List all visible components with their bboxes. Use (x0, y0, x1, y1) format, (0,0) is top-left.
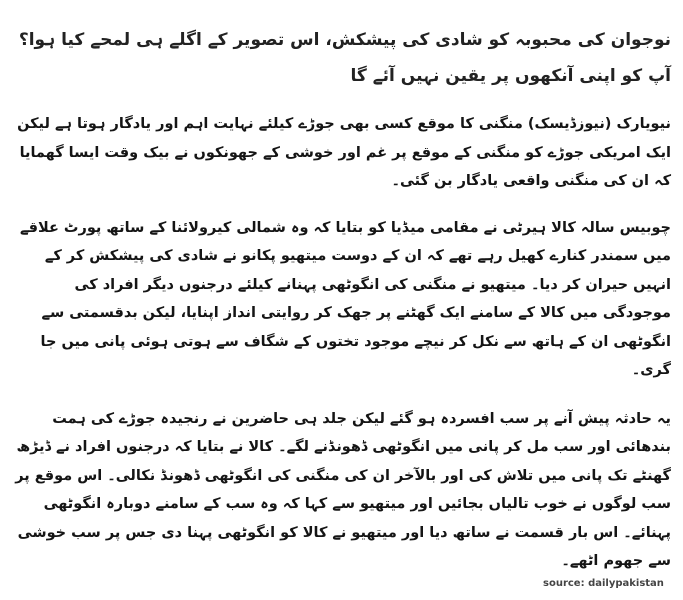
source-credit: source: dailypakistan (543, 578, 664, 589)
article (12, 0, 671, 576)
article-paragraph-2: چوبیس سالہ کالا ہیرٹی نے مقامی میڈیا کو بتایا کہ وہ شمالی کیرولائنا کے ساتھ پورٹ علاقے میں سمندر کنارے کھیل رہے تھے کہ ان کے دوست میتھیو پکانو نے شادی کی پیشکش کر کے انہیں حیران کر دیا۔ میتھیو نے منگنی کی انگوٹھی پہنانے کیلئے درجنوں دیگر افراد کی موجودگی میں کالا کے سامنے ایک گھٹنے پر جھک کر روایتی انداز اپنایا، لیکن بدقسمتی سے انگوٹھی ان کے ہاتھ سے نکل کر نیچے موجود تختوں کے شگاف سے ہوتی ہوئی پانی میں جا گری۔ (19, 219, 671, 378)
article-paragraph-1: نیویارک (نیوزڈیسک) منگنی کا موقع کسی بھی جوڑے کیلئے نہایت اہم اور یادگار ہوتا ہے لیکن ایک امریکی جوڑے کو منگنی کے موقع پر غم اور خوشی کے جھونکوں نے بیک وقت ایسا گھمایا کہ ان کی منگنی واقعی یادگار بن گئی۔ (17, 116, 671, 189)
article-headline: نوجوان کی محبوبہ کو شادی کی پیشکش، اس تصویر کے اگلے ہی لمحے کیا ہوا؟ آپ کو اپنی آنکھوں پر یقین نہیں آئے گا (18, 30, 671, 86)
article-paragraph-3: یہ حادثہ پیش آنے پر سب افسردہ ہو گئے لیکن جلد ہی حاضرین نے رنجیدہ جوڑے کی ہمت بندھائی اور سب مل کر پانی میں انگوٹھی ڈھونڈنے لگے۔ کالا نے بتایا کہ درجنوں افراد نے ڈیڑھ گھنٹے تک پانی میں تلاش کی اور بالآخر ان کی منگنی کی انگوٹھی ڈھونڈ نکالی۔ اس موقع پر سب لوگوں نے خوب تالیاں بجائیں اور میتھیو سے کہا کہ وہ سب کے سامنے دوبارہ انگوٹھی پہنائے۔ اس بار قسمت نے ساتھ دیا اور میتھیو نے کالا کو انگوٹھی پہنا دی جس پر سب خوشی سے جھوم اٹھے۔ (15, 410, 671, 569)
